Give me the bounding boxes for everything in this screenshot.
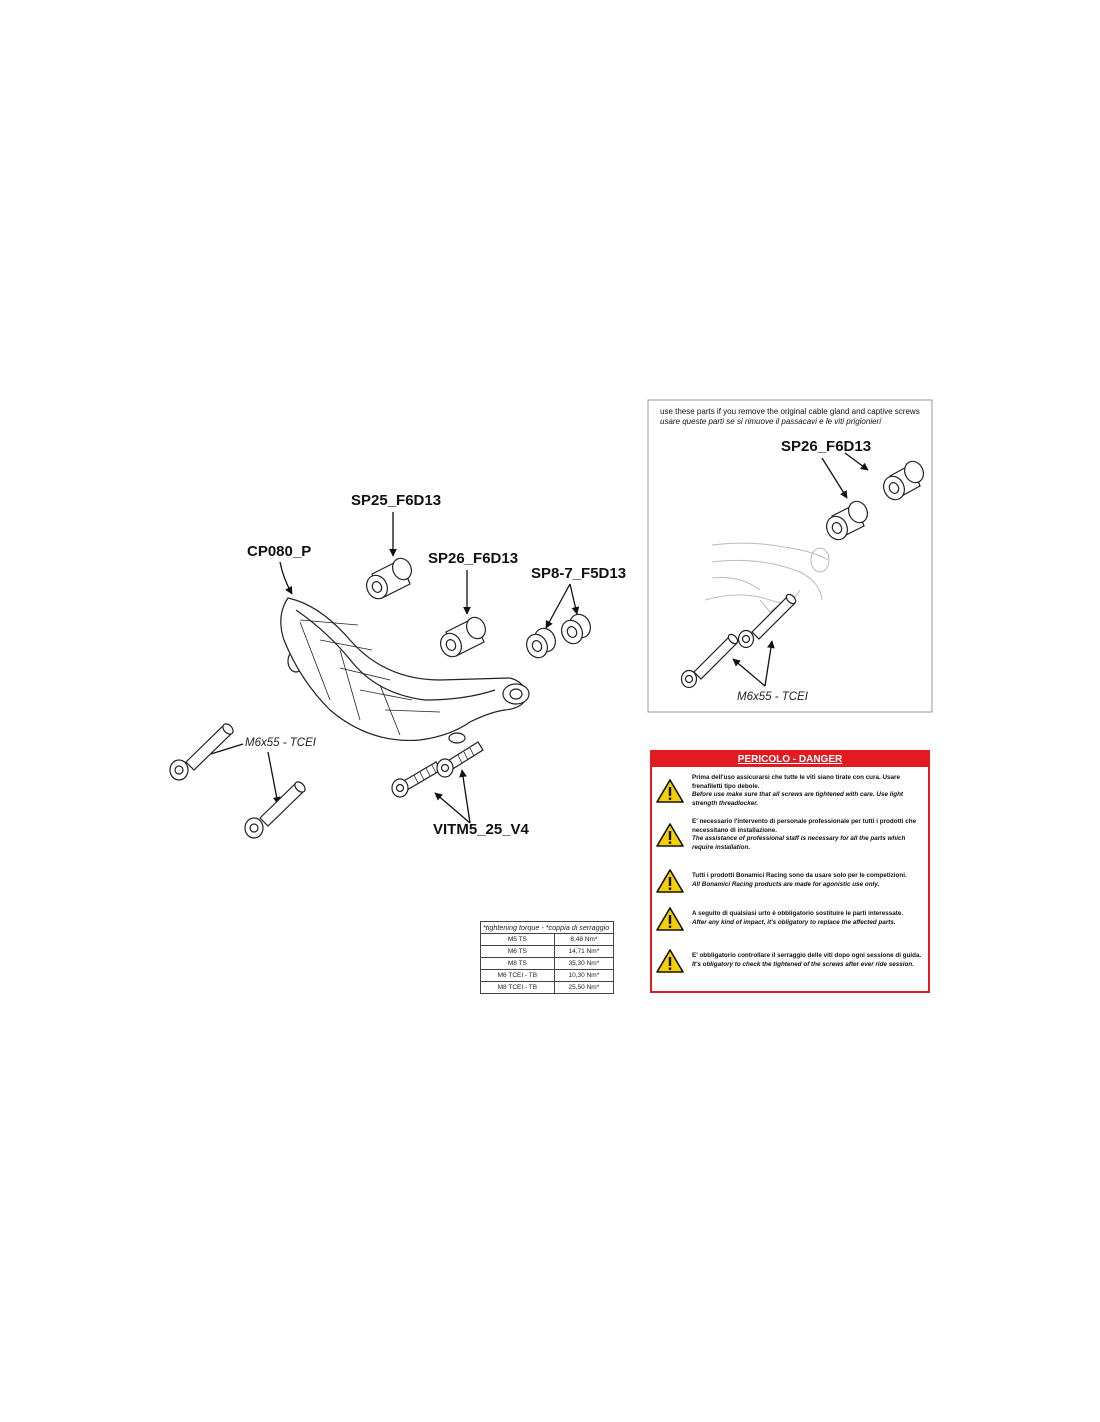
label-m6x55: M6x55 - TCEI [245, 737, 316, 749]
table-cell: M5 TS [481, 934, 555, 946]
m6x55-bolt-b [245, 780, 307, 838]
table-cell: 14,71 Nm* [554, 946, 613, 958]
warning-triangle-icon [656, 778, 684, 804]
label-sp8: SP8-7_F5D13 [531, 565, 627, 582]
danger-item [656, 868, 928, 894]
table-cell: 10,30 Nm* [554, 970, 613, 982]
sp8-spacer-a [523, 625, 559, 661]
danger-text-en: It's obligatory to check the tightened of the screws after ever ride session. [692, 961, 914, 968]
danger-text-en: All Bonamici Racing products are made for agonistic use only. [692, 881, 880, 888]
label-sp26: SP26_F6D13 [428, 550, 519, 567]
vitm5-screw-a [392, 762, 441, 797]
danger-title: PERICOLO - DANGER [652, 752, 928, 767]
danger-text-it: Prima dell'uso assicurarsi che tutte le viti siano tirate con cura. Usare frenafiletti tipo debole. [692, 774, 900, 790]
table-cell: 35,30 Nm* [554, 958, 613, 970]
table-cell: 25,50 Nm* [554, 982, 613, 994]
inset-label-sp26: SP26_F6D13 [781, 438, 872, 455]
table-row [481, 970, 614, 982]
danger-text-it: E' necessario l'intervento di personale professionale per tutti i prodotti che necessitano di installazione. [692, 818, 917, 834]
inset-note-en: use these parts if you remove the original cable gland and captive screws [660, 407, 920, 416]
inset-note-it: usare queste parti se si rimuove il passacavi e le viti prigionieri [660, 417, 881, 426]
table-cell: M8 TS [481, 958, 555, 970]
table-row [481, 958, 614, 970]
m6x55-bolt-a [170, 722, 235, 780]
warning-triangle-icon [656, 906, 684, 932]
sp26-spacer [437, 614, 489, 660]
table-row [481, 982, 614, 994]
table-row [481, 946, 614, 958]
warning-triangle-icon [656, 822, 684, 848]
table-cell: 8,48 Nm* [554, 934, 613, 946]
danger-text-it: E' obbligatorio controllare il serraggio delle viti dopo ogni sessione di guida. [692, 952, 922, 960]
danger-text-en: After any kind of impact, it's obligatory to replace the affected parts. [692, 919, 896, 926]
danger-item [656, 818, 928, 852]
table-cell: M6 TS [481, 946, 555, 958]
vitm5-screw-b [437, 742, 483, 777]
inset-panel [648, 400, 932, 712]
danger-text-it: A seguito di qualsiasi urto è obbligatorio sostituire le parti interessate. [692, 910, 904, 918]
danger-text-it: Tutti i prodotti Bonamici Racing sono da usare solo per le competizioni. [692, 872, 907, 880]
cp080-protector-part [281, 598, 529, 743]
danger-item [656, 774, 928, 808]
torque-table [480, 921, 614, 994]
inset-label-m6x55: M6x55 - TCEI [737, 691, 808, 703]
label-vitm5: VITM5_25_V4 [433, 821, 529, 838]
label-sp25: SP25_F6D13 [351, 492, 442, 509]
danger-text-en: Before use make sure that all screws are tightened with care. Use light strength threadlocker. [692, 791, 904, 807]
danger-text-en: The assistance of professional staff is necessary for all the parts which require installation. [692, 835, 906, 851]
table-cell: M8 TCEI - TB [481, 982, 555, 994]
danger-item [656, 906, 928, 932]
danger-warning-panel [650, 750, 930, 993]
danger-item [656, 948, 928, 974]
sp8-spacer-b [558, 611, 594, 647]
torque-table-header: *tightening torque - *coppia di serraggio [481, 922, 614, 934]
warning-triangle-icon [656, 948, 684, 974]
warning-triangle-icon [656, 868, 684, 894]
label-cp080: CP080_P [247, 543, 312, 560]
sp25-spacer [363, 555, 415, 602]
table-cell: M6 TCEI - TB [481, 970, 555, 982]
table-row [481, 934, 614, 946]
